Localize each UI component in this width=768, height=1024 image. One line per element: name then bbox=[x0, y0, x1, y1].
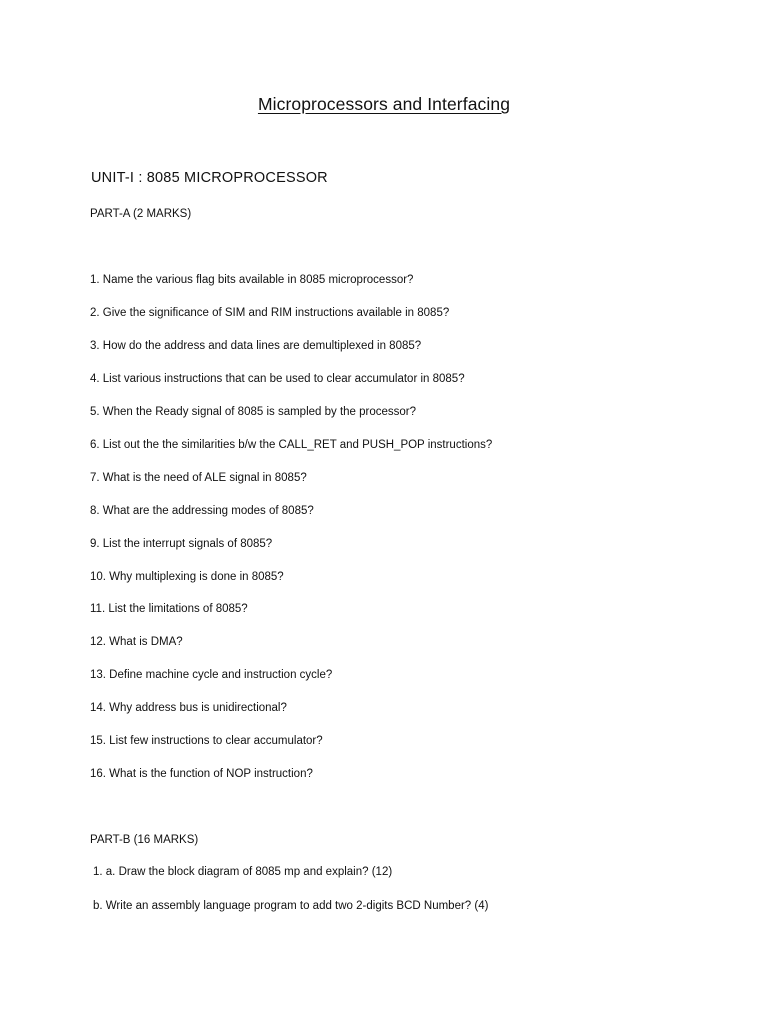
part-b-question-1a: 1. a. Draw the block diagram of 8085 mp and explain? (12) bbox=[93, 866, 393, 878]
part-b-question-1b: b. Write an assembly language program to add two 2-digits BCD Number? (4) bbox=[93, 900, 489, 912]
part-a-question-10: 10. Why multiplexing is done in 8085? bbox=[90, 571, 284, 583]
part-a-question-8: 8. What are the addressing modes of 8085? bbox=[90, 505, 314, 517]
part-a-question-13: 13. Define machine cycle and instruction cycle? bbox=[90, 669, 333, 681]
unit-heading: UNIT-I : 8085 MICROPROCESSOR bbox=[91, 170, 328, 186]
part-a-question-7: 7. What is the need of ALE signal in 8085? bbox=[90, 472, 307, 484]
part-a-question-14: 14. Why address bus is unidirectional? bbox=[90, 702, 287, 714]
document-title: Microprocessors and Interfacing bbox=[257, 94, 511, 114]
part-a-question-4: 4. List various instructions that can be used to clear accumulator in 8085? bbox=[90, 373, 465, 385]
part-a-heading: PART-A (2 MARKS) bbox=[90, 208, 192, 220]
part-a-question-11: 11. List the limitations of 8085? bbox=[90, 603, 248, 615]
part-a-question-2: 2. Give the significance of SIM and RIM instructions available in 8085? bbox=[90, 307, 450, 319]
part-a-question-16: 16. What is the function of NOP instruction? bbox=[90, 768, 313, 780]
part-a-question-15: 15. List few instructions to clear accumulator? bbox=[90, 735, 323, 747]
part-a-question-6: 6. List out the the similarities b/w the CALL_RET and PUSH_POP instructions? bbox=[90, 439, 493, 451]
part-a-question-5: 5. When the Ready signal of 8085 is sampled by the processor? bbox=[90, 406, 417, 418]
part-a-question-3: 3. How do the address and data lines are demultiplexed in 8085? bbox=[90, 340, 422, 352]
part-a-question-1: 1. Name the various flag bits available in 8085 microprocessor? bbox=[90, 274, 414, 286]
part-a-question-12: 12. What is DMA? bbox=[90, 636, 183, 648]
part-a-question-9: 9. List the interrupt signals of 8085? bbox=[90, 538, 273, 550]
part-b-heading: PART-B (16 MARKS) bbox=[90, 834, 199, 846]
